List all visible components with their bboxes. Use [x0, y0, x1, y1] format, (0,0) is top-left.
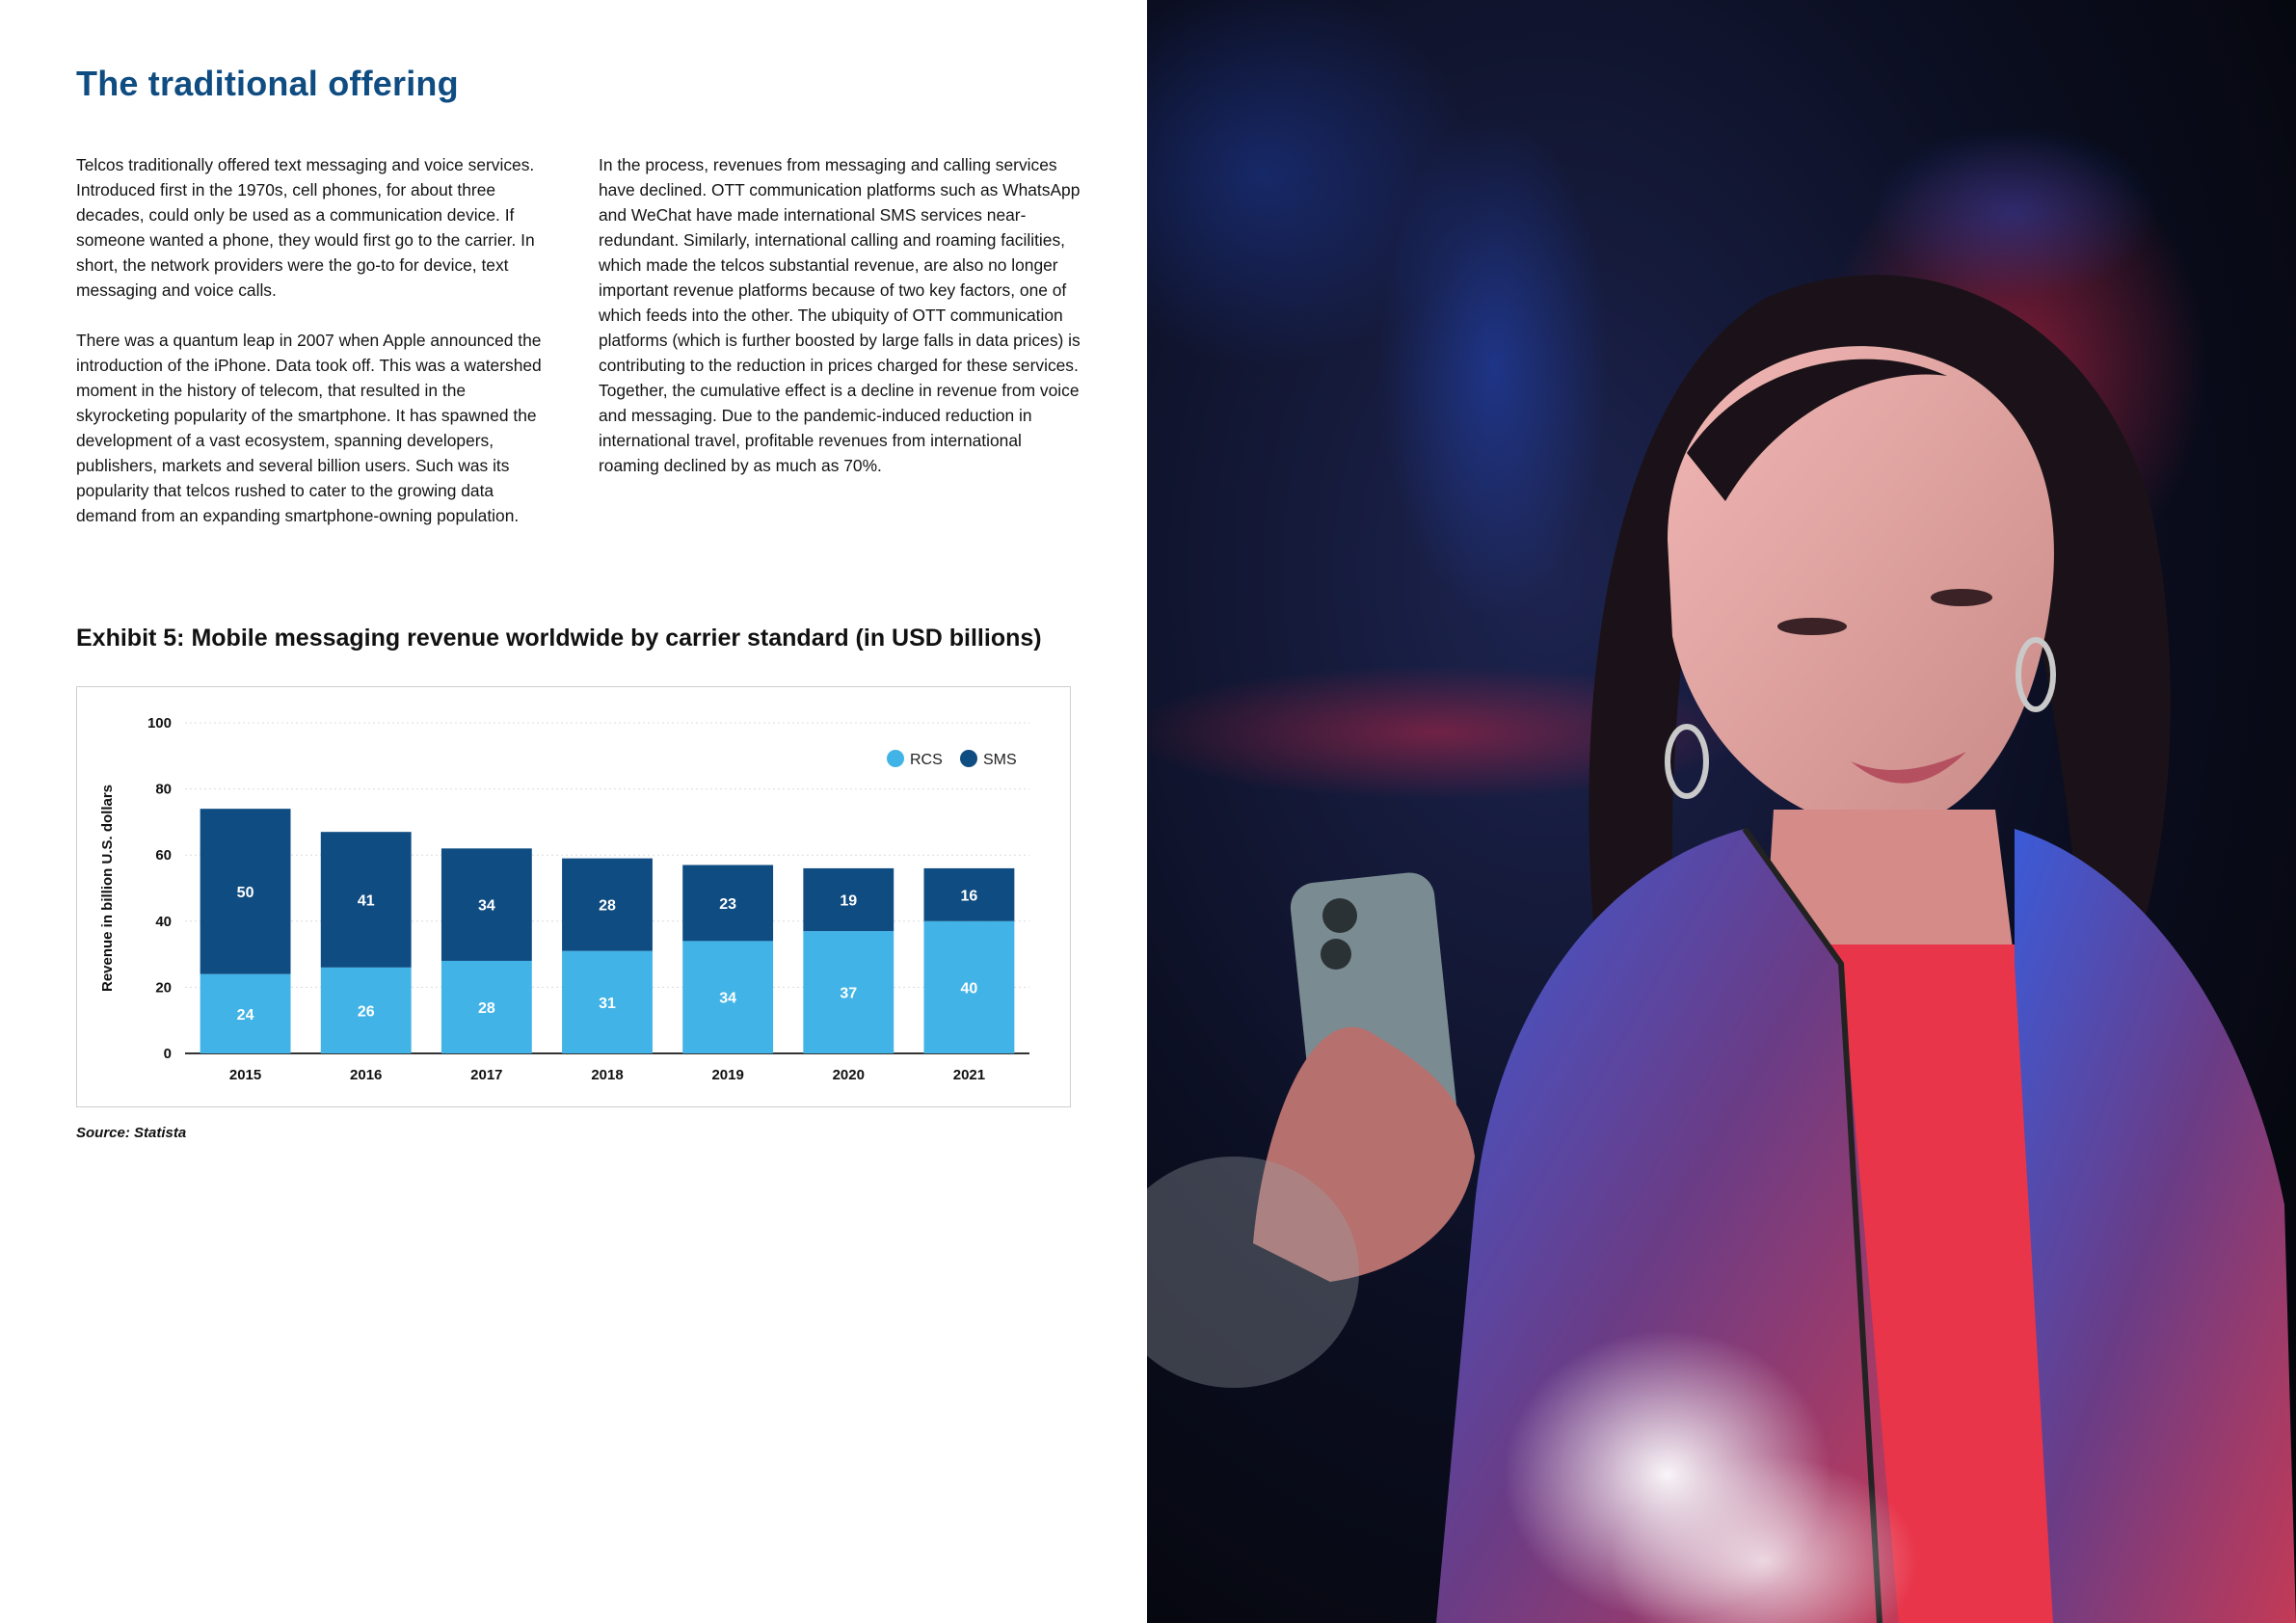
right-text-column [599, 152, 1081, 503]
x-tick-label: 2019 [711, 1067, 744, 1083]
data-label: 19 [840, 892, 858, 910]
x-tick-label: 2017 [470, 1067, 503, 1083]
data-label: 34 [477, 897, 495, 915]
y-axis-label: Revenue in billion U.S. dollars [99, 784, 116, 993]
y-tick-label: 40 [155, 913, 172, 930]
stacked-bar-chart [77, 687, 1072, 1108]
y-tick-label: 20 [155, 979, 172, 997]
data-label: 16 [960, 888, 978, 905]
page-title: The traditional offering [76, 64, 459, 103]
y-tick-label: 100 [147, 715, 172, 732]
x-tick-label: 2021 [952, 1067, 986, 1083]
data-label: 24 [236, 1006, 254, 1024]
photo [1147, 0, 2296, 1623]
exhibit-title: Exhibit 5: Mobile messaging revenue worldwide by carrier standard (in USD billions) [76, 625, 1042, 652]
data-label: 50 [236, 884, 254, 901]
legend-label: RCS [910, 752, 943, 768]
data-label: 34 [719, 990, 737, 1007]
data-label: 28 [477, 999, 495, 1017]
source-note: Source: Statista [76, 1125, 187, 1141]
paragraph: There was a quantum leap in 2007 when Apple announced the introduction of the iPhone. Data took off. This was a watershed moment in the history of telecom, that resulted in the skyrocketing popularity of the smartphone. It has spawned the development of a vast ecosystem, spanning developers, publishers, markets and several billion users. Such was its popularity that telcos rushed to cater to the growing data demand from an expanding smartphone-owning population. [76, 331, 542, 525]
legend-label: SMS [983, 752, 1017, 768]
y-tick-label: 60 [155, 847, 172, 865]
data-label: 31 [599, 995, 616, 1012]
legend-swatch [960, 750, 977, 767]
left-page [0, 0, 1147, 1623]
x-tick-label: 2018 [591, 1067, 624, 1083]
person-with-phone-photo [1147, 0, 2296, 1623]
x-tick-label: 2015 [228, 1067, 262, 1083]
left-text-column [76, 152, 558, 553]
x-tick-label: 2020 [832, 1067, 865, 1083]
legend-swatch [887, 750, 904, 767]
paragraph: Telcos traditionally offered text messaging and voice services. Introduced first in the 1970s, cell phones, for about three decades, could only be used as a communication device. If someone wanted a phone, they would first go to the carrier. In short, the network providers were the go-to for device, text messaging and voice calls. [76, 155, 535, 300]
data-label: 40 [960, 980, 978, 998]
data-label: 26 [357, 1003, 375, 1021]
x-tick-label: 2016 [350, 1067, 383, 1083]
y-tick-label: 0 [163, 1046, 172, 1062]
data-label: 23 [719, 895, 737, 913]
data-label: 41 [357, 892, 375, 910]
data-label: 37 [840, 985, 858, 1002]
chart-container [76, 686, 1071, 1107]
y-tick-label: 80 [155, 781, 172, 798]
paragraph: In the process, revenues from messaging and calling services have declined. OTT communication platforms such as WhatsApp and WeChat have made international SMS services near-redundant. Similarly, international calling and roaming facilities, which made the telcos substantial revenue, are also no longer important revenue platforms because of two key factors, one of which feeds into the other. The ubiquity of OTT communication platforms (which is further boosted by large falls in data prices) is contributing to the reduction in prices charged for these services. Together, the cumulative effect is a decline in revenue from voice and messaging. Due to the pandemic-induced reduction in international travel, profitable revenues from international roaming declined by as much as 70%. [599, 155, 1081, 475]
data-label: 28 [599, 897, 616, 915]
